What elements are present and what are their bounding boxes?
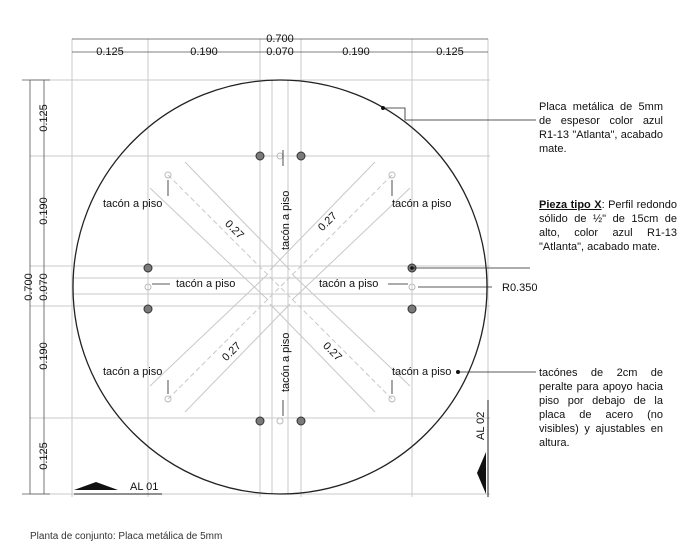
dim-overall-height: 0.700 (23, 273, 35, 301)
dim-top-5: 0.125 (436, 46, 464, 58)
dim-diagonal-bl: 0.27 (220, 340, 244, 364)
post (144, 264, 152, 272)
dim-left-5: 0.125 (38, 442, 50, 470)
plate-leader-dot (381, 106, 385, 110)
piece-note (539, 198, 677, 254)
section-label-al01: AL 01 (130, 481, 159, 493)
post (297, 152, 305, 160)
piece-note-text: : Perfil redondo sólido de ½" de 15cm de alto, color azul R1-13 "Atlanta", acabado mate. (539, 199, 677, 253)
dim-left-3: 0.070 (38, 273, 50, 301)
tacones-note: tacónes de 2cm de peralte para apoyo hacia piso por debajo de la placa de acero (no visibles) y ajustables en altura. (539, 367, 663, 449)
dim-top-4: 0.190 (342, 46, 370, 58)
post (256, 417, 264, 425)
tacones-leader-dot (456, 370, 460, 374)
tacon-label-top: tacón a piso (280, 190, 292, 250)
annotation-leaders (383, 108, 536, 372)
dim-top-3: 0.070 (266, 46, 294, 58)
tacon-label-bl: tacón a piso (103, 366, 163, 378)
section-arrow-al01 (74, 482, 118, 490)
post (408, 305, 416, 313)
tacon-label-tr: tacón a piso (392, 198, 452, 210)
dim-left-2: 0.190 (38, 197, 50, 225)
dim-left-1: 0.125 (38, 104, 50, 132)
plate-note: Placa metálica de 5mm de espesor color azul R1-13 "Atlanta", acabado mate. (539, 101, 663, 155)
tacon-label-right: tacón a piso (319, 278, 379, 290)
section-label-al02: AL 02 (475, 411, 487, 440)
post-leader-dot (410, 266, 414, 270)
dim-diagonal-tr: 0.27 (316, 210, 340, 234)
post (256, 152, 264, 160)
piece-note-title: Pieza tipo X (539, 199, 602, 211)
post (144, 305, 152, 313)
dim-overall-width: 0.700 (266, 33, 294, 45)
tacon-label-bottom: tacón a piso (280, 332, 292, 392)
radius-label: R0.350 (502, 282, 538, 294)
dim-diagonal-br: 0.27 (320, 340, 344, 364)
dim-diagonal-tl: 0.27 (222, 218, 246, 242)
post (297, 417, 305, 425)
dim-top-1: 0.125 (96, 46, 124, 58)
tacon-label-left: tacón a piso (176, 278, 236, 290)
tacon-label-br: tacón a piso (392, 366, 452, 378)
dim-top-2: 0.190 (190, 46, 218, 58)
dim-left-4: 0.190 (38, 342, 50, 370)
drawing-caption: Planta de conjunto: Placa metálica de 5mm (30, 531, 223, 542)
tacon-label-tl: tacón a piso (103, 198, 163, 210)
section-arrow-al02 (477, 452, 486, 494)
